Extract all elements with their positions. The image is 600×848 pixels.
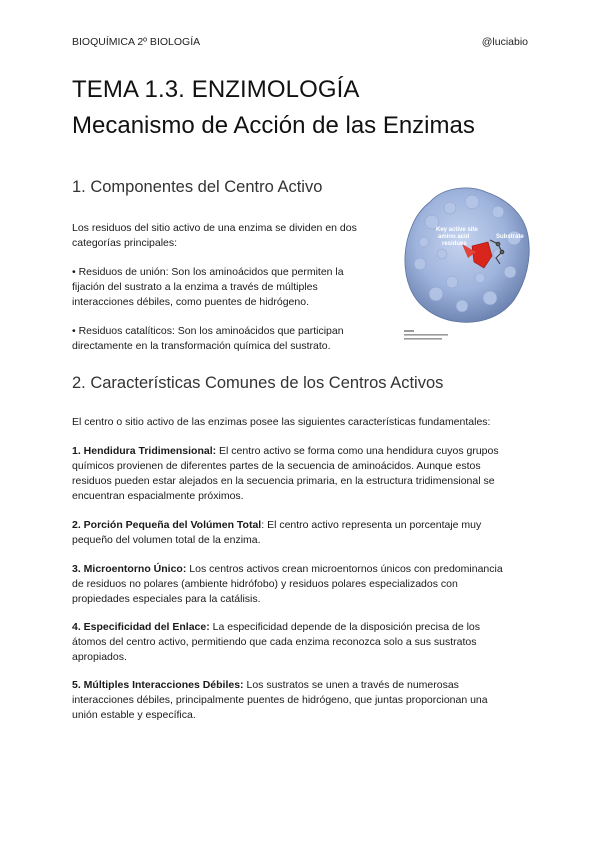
course-label: BIOQUÍMICA 2º BIOLOGÍA — [72, 36, 201, 48]
text-line: pequeño del volumen total de la enzima. — [72, 534, 261, 546]
text-line: El centro activo se forma como una hendidura cuyos grupos — [216, 445, 499, 457]
feature-title: 1. Hendidura Tridimensional: — [72, 445, 217, 457]
text-line: Los residuos del sitio activo de una enzima se dividen en dos — [72, 222, 357, 234]
feature-item-2 — [72, 518, 528, 548]
text-line: categorías principales: — [72, 237, 178, 249]
section1-intro — [72, 221, 382, 251]
text-line: • Residuos de unión: Son los aminoácidos que permiten la — [72, 266, 344, 278]
feature-title: 2. Porción Pequeña del Volúmen Total — [72, 519, 262, 531]
text-line: propiedades especiales para la catálisis. — [72, 593, 261, 605]
feature-title: 4. Especificidad del Enlace: — [72, 621, 210, 633]
text-line: químicos provienen de diferentes partes de la secuencia de aminoácidos. Aunque estos — [72, 460, 481, 472]
text-line: fijación del sustrato a la enzima a través de múltiples — [72, 281, 318, 293]
text-line: interacciones débiles, principalmente puentes de hidrógeno, que juntas proporcionan una — [72, 694, 488, 706]
text-line: • Residuos catalíticos: Son los aminoácidos que participan — [72, 325, 344, 337]
enzyme-active-site-figure — [402, 182, 532, 352]
feature-item-5 — [72, 678, 528, 723]
figure-label-substrate: Substrate — [496, 234, 524, 240]
feature-item-4 — [72, 620, 528, 665]
text-line: unión estable y específica. — [72, 709, 196, 721]
feature-item-3 — [72, 562, 528, 607]
text-line: átomos del centro activo, permitiendo que cada enzima reconozca solo a sus sustratos — [72, 636, 477, 648]
binding-residues-paragraph — [72, 265, 382, 310]
text-line: residuos pueden estar alejados en la secuencia primaria, en la estructura tridimensional se — [72, 475, 495, 487]
text-line: Los centros activos crean microentornos únicos con predominancia — [186, 563, 503, 575]
text-line: Los sustratos se unen a través de numerosas — [243, 679, 459, 691]
page-subtitle: Mecanismo de Acción de las Enzimas — [72, 112, 475, 139]
page-title: TEMA 1.3. ENZIMOLOGÍA — [72, 76, 360, 103]
author-handle: @luciabio — [481, 36, 528, 48]
text-line: encuentran espacialmente próximos. — [72, 490, 244, 502]
text-line: apropiados. — [72, 651, 127, 663]
feature-title: 5. Múltiples Interacciones Débiles: — [72, 679, 244, 691]
text-line: : El centro activo representa un porcentaje muy — [261, 519, 482, 531]
section1-heading: 1. Componentes del Centro Activo — [72, 178, 323, 196]
text-line: interacciones débiles, como puentes de hidrógeno. — [72, 296, 309, 308]
text-line: La especificidad depende de la disposición precisa de los — [209, 621, 480, 633]
page-header — [72, 36, 528, 50]
text-line: de residuos no polares (ambiente hidrófobo) y residuos polares especializados con — [72, 578, 458, 590]
figure-label-key: Key active site amino acid residues — [436, 227, 478, 247]
text-line: directamente en la transformación química del sustrato. — [72, 340, 331, 352]
enzyme-illustration — [402, 182, 532, 352]
section2-heading: 2. Características Comunes de los Centros Activos — [72, 374, 444, 392]
feature-title: 3. Microentorno Único: — [72, 563, 187, 575]
feature-item-1 — [72, 444, 528, 504]
figure-caption-marks — [404, 330, 448, 340]
section2-intro: El centro o sitio activo de las enzimas posee las siguientes características fundamentales: — [72, 416, 491, 428]
catalytic-residues-paragraph — [72, 324, 382, 354]
